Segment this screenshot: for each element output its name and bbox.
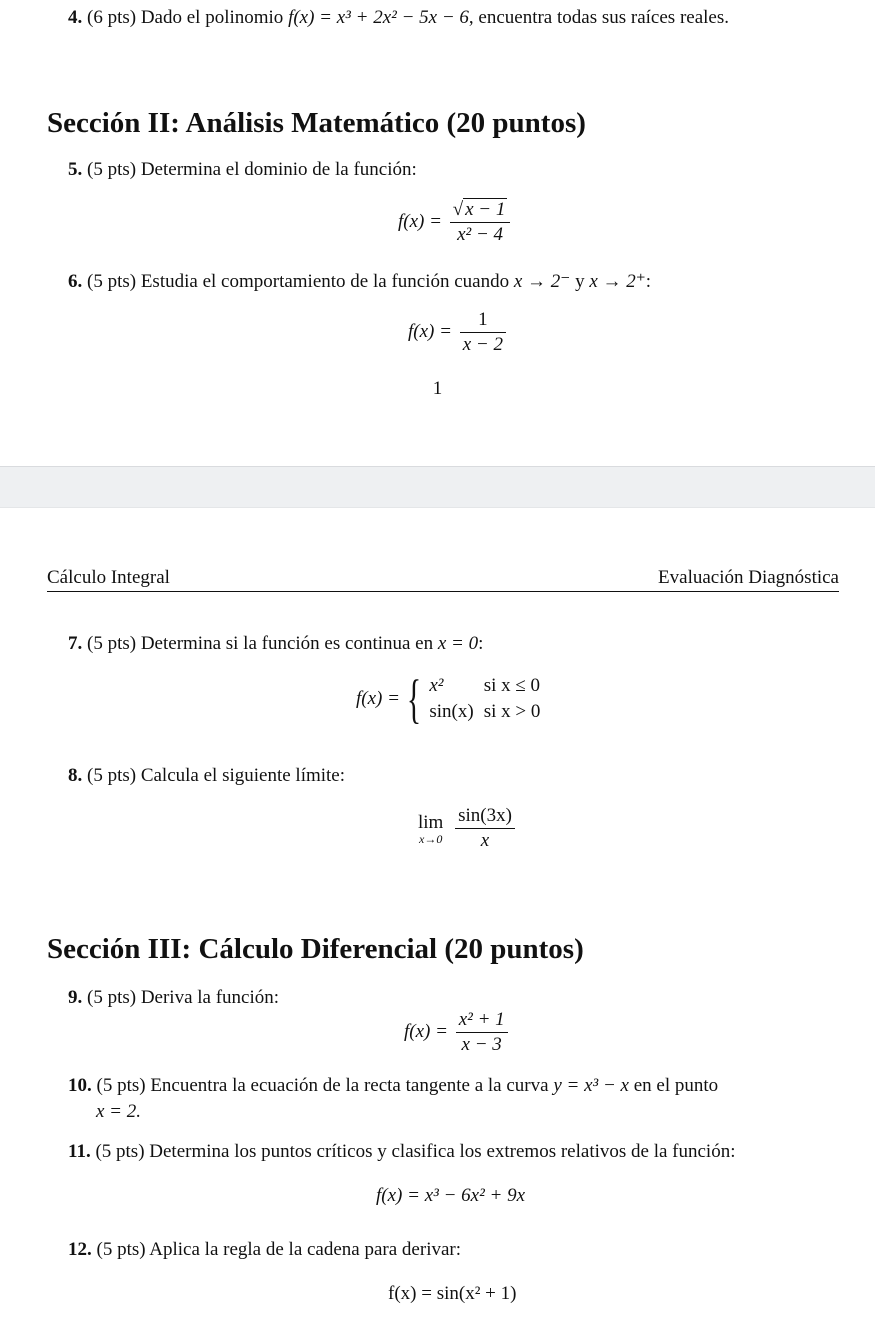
formula-q11: f(x) = x³ − 6x² + 9x <box>376 1185 526 1206</box>
fraction-denominator: x <box>480 830 490 851</box>
fraction-numerator: sin(3x) <box>455 804 515 829</box>
fraction <box>455 804 515 853</box>
math-condition-2: x → 2⁺ <box>589 271 646 292</box>
question-text: (5 pts) Aplica la regla de la cadena para derivar: <box>96 1239 462 1260</box>
question-text: (5 pts) Estudia el comportamiento de la función cuando <box>87 271 510 292</box>
formula-q9 <box>404 1008 511 1057</box>
question-11 <box>68 1140 735 1164</box>
case-1-condition: si x ≤ 0 <box>483 675 541 696</box>
formula-lhs: f(x) = <box>398 210 442 232</box>
question-number: 12. <box>68 1239 92 1260</box>
limit-label: lim <box>418 811 444 833</box>
fraction-numerator: x − 1 <box>465 199 506 220</box>
question-text: (5 pts) Determina los puntos críticos y clasifica los extremos relativos de la función: <box>95 1141 736 1162</box>
fraction-denominator: x − 2 <box>462 334 503 355</box>
question-8 <box>68 764 345 788</box>
limit-operator <box>418 813 443 845</box>
question-number: 5. <box>68 159 83 180</box>
formula-q7 <box>356 669 548 729</box>
header-left: Cálculo Integral <box>47 567 170 588</box>
question-12 <box>68 1238 461 1262</box>
formula-lhs: f(x) = <box>404 1020 448 1042</box>
question-10-line-2: x = 2. <box>96 1101 142 1122</box>
page-1 <box>0 0 875 466</box>
fraction <box>456 1008 508 1057</box>
question-5 <box>68 158 417 182</box>
question-10 <box>68 1074 718 1098</box>
math-expression: y = x³ − x <box>553 1075 629 1096</box>
fraction-numerator: 1 <box>460 308 506 333</box>
formula-q5 <box>398 198 513 247</box>
conjunction: y <box>575 271 585 292</box>
limit-subscript: x→0 <box>419 831 443 846</box>
question-9 <box>68 986 279 1010</box>
formula-lhs: f(x) = <box>408 320 452 342</box>
math-condition-1: x → 2⁻ <box>513 271 571 292</box>
formula-q6 <box>408 308 509 357</box>
page-separator <box>0 466 875 508</box>
question-4 <box>68 6 729 30</box>
case-1-expression: x² <box>429 675 444 696</box>
fraction <box>450 198 511 247</box>
brace-symbol: { <box>406 669 421 729</box>
question-text: (5 pts) Deriva la función: <box>87 987 280 1008</box>
question-text: (5 pts) Encuentra la ecuación de la recta tangente a la curva <box>96 1075 549 1096</box>
section-title-2: Sección II: Análisis Matemático (20 puntos) <box>47 107 586 139</box>
question-number: 9. <box>68 987 83 1008</box>
page-header <box>47 566 839 592</box>
fraction-denominator: x − 3 <box>461 1034 502 1055</box>
fraction-numerator: x² + 1 <box>456 1008 508 1033</box>
case-2-condition: si x > 0 <box>483 701 541 722</box>
question-text: (5 pts) Determina si la función es continua en <box>87 633 434 654</box>
question-text: (6 pts) Dado el polinomio <box>87 7 284 28</box>
page-number: 1 <box>432 378 443 399</box>
piecewise-function <box>405 669 549 729</box>
math-expression: f(x) = x³ + 2x² − 5x − 6 <box>288 7 469 28</box>
colon: : <box>478 633 484 654</box>
question-text: (5 pts) Determina el dominio de la función: <box>87 159 417 180</box>
formula-q8 <box>418 804 518 853</box>
section-title-3: Sección III: Cálculo Diferencial (20 puntos) <box>47 933 584 965</box>
question-6 <box>68 270 651 294</box>
math-expression: x = 0 <box>437 633 479 654</box>
formula-q12: f(x) = sin(x² + 1) <box>388 1283 517 1304</box>
question-tail: , encuentra todas sus raíces reales. <box>468 7 729 28</box>
question-number: 10. <box>68 1075 92 1096</box>
cases-table <box>427 673 548 725</box>
fraction-denominator: x² − 4 <box>457 224 504 245</box>
question-number: 6. <box>68 271 83 292</box>
header-right: Evaluación Diagnóstica <box>658 567 839 588</box>
fraction <box>460 308 506 357</box>
question-7 <box>68 632 483 656</box>
question-text: (5 pts) Calcula el siguiente límite: <box>87 765 346 786</box>
colon: : <box>645 271 652 292</box>
question-number: 11. <box>68 1141 91 1162</box>
formula-lhs: f(x) = <box>356 688 400 709</box>
case-2-expression: sin(x) <box>429 701 474 722</box>
question-number: 8. <box>68 765 83 786</box>
page-2 <box>0 508 875 1340</box>
question-number: 7. <box>68 633 83 654</box>
question-number: 4. <box>68 7 83 28</box>
sqrt-symbol: √ x − 1 <box>452 199 506 220</box>
question-tail: en el punto <box>633 1075 719 1096</box>
